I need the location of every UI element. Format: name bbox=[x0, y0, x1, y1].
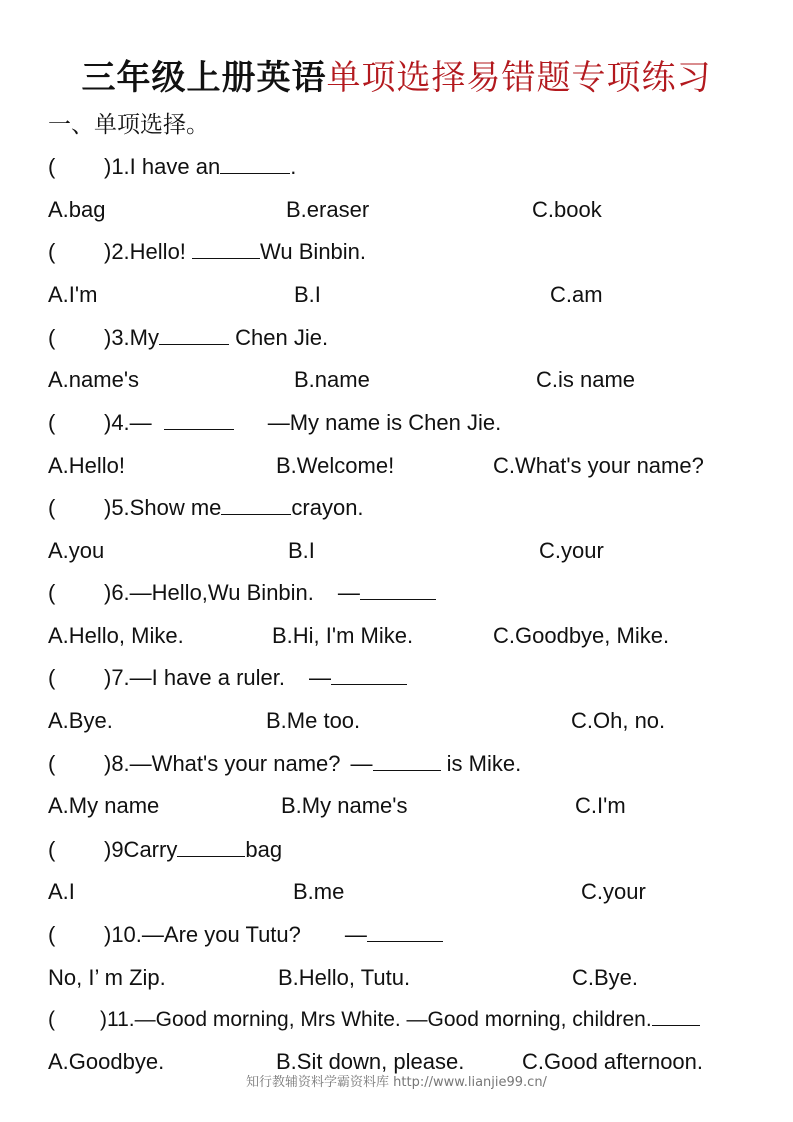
option-a[interactable]: No, I’ m Zip. bbox=[48, 965, 166, 990]
answer-blank bbox=[373, 752, 441, 771]
option-b[interactable]: B.eraser bbox=[286, 197, 370, 222]
question-text: )10.—Are you Tutu? bbox=[104, 922, 301, 947]
question-text-after: — bbox=[344, 922, 367, 947]
question-6 bbox=[48, 580, 436, 606]
answer-blank bbox=[159, 326, 229, 345]
question-text: )11.—Good morning, Mrs White. —Good morning, children. bbox=[100, 1008, 652, 1031]
answer-blank bbox=[221, 496, 291, 515]
question-text: )4.— bbox=[104, 410, 152, 435]
title-black-part: 三年级上册英语 bbox=[81, 58, 327, 98]
question-3 bbox=[48, 325, 328, 351]
title-red-part: 单项选择易错题专项练习 bbox=[326, 58, 712, 98]
option-a[interactable]: A.Goodbye. bbox=[48, 1049, 165, 1074]
option-c[interactable]: C.your bbox=[581, 879, 646, 904]
answer-blank bbox=[177, 838, 245, 857]
option-c[interactable]: C.Goodbye, Mike. bbox=[493, 623, 670, 648]
option-c[interactable]: C.I'm bbox=[575, 793, 626, 818]
answer-paren[interactable]: ( bbox=[48, 495, 56, 520]
question-2 bbox=[48, 239, 366, 265]
answer-paren[interactable]: ( bbox=[48, 239, 56, 264]
answer-paren[interactable]: ( bbox=[48, 665, 56, 690]
answer-blank bbox=[192, 240, 260, 259]
question-1 bbox=[48, 154, 296, 180]
option-c[interactable]: C.Oh, no. bbox=[571, 708, 666, 733]
question-text: )6.—Hello,Wu Binbin. bbox=[104, 580, 314, 605]
answer-paren[interactable]: ( bbox=[48, 1008, 55, 1031]
option-a[interactable]: A.Hello, Mike. bbox=[48, 623, 184, 648]
question-text-after: . bbox=[290, 154, 297, 179]
answer-blank bbox=[164, 411, 234, 430]
option-c[interactable]: C.book bbox=[532, 197, 602, 222]
page-title bbox=[0, 50, 793, 99]
option-a[interactable]: A.My name bbox=[48, 793, 160, 818]
option-b[interactable]: B.My name's bbox=[281, 793, 408, 818]
option-b[interactable]: B.Hello, Tutu. bbox=[278, 965, 411, 990]
option-c[interactable]: C.What's your name? bbox=[493, 453, 704, 478]
question-8 bbox=[48, 751, 521, 777]
option-c[interactable]: C.your bbox=[539, 538, 604, 563]
answer-blank bbox=[220, 155, 290, 174]
option-b[interactable]: B.Welcome! bbox=[276, 453, 395, 478]
answer-paren[interactable]: ( bbox=[48, 325, 56, 350]
option-c[interactable]: C.Bye. bbox=[572, 965, 639, 990]
question-text-after: Wu Binbin. bbox=[260, 239, 367, 264]
answer-blank bbox=[652, 1007, 700, 1026]
question-5 bbox=[48, 495, 364, 521]
option-a[interactable]: A.I bbox=[48, 879, 75, 904]
question-text-after: crayon. bbox=[291, 495, 364, 520]
option-c[interactable]: C.Good afternoon. bbox=[522, 1049, 704, 1074]
answer-paren[interactable]: ( bbox=[48, 922, 56, 947]
option-c[interactable]: C.is name bbox=[536, 367, 636, 392]
question-11 bbox=[48, 1007, 700, 1033]
question-9 bbox=[48, 837, 282, 863]
section-heading: 一、单项选择。 bbox=[48, 112, 209, 138]
answer-paren[interactable]: ( bbox=[48, 837, 56, 862]
question-text: )2.Hello! bbox=[104, 239, 186, 264]
option-b[interactable]: B.I bbox=[288, 538, 315, 563]
question-text-after: — bbox=[308, 665, 331, 690]
question-text: )3.My bbox=[104, 325, 159, 350]
question-text-after: Chen Jie. bbox=[235, 325, 329, 350]
question-text-after: —My name is Chen Jie. bbox=[267, 410, 502, 435]
option-b[interactable]: B.Me too. bbox=[266, 708, 361, 733]
option-a[interactable]: A.you bbox=[48, 538, 105, 563]
question-text: )1.I have an bbox=[104, 154, 221, 179]
question-text: )9Carry bbox=[104, 837, 178, 862]
question-text-after: bag bbox=[245, 837, 283, 862]
option-a[interactable]: A.bag bbox=[48, 197, 106, 222]
option-c[interactable]: C.am bbox=[550, 282, 603, 307]
question-4 bbox=[48, 410, 501, 436]
question-text: )7.—I have a ruler. bbox=[104, 665, 285, 690]
question-text-after: — bbox=[350, 751, 373, 776]
option-a[interactable]: A.Bye. bbox=[48, 708, 113, 733]
question-text-tail: is Mike. bbox=[446, 751, 522, 776]
answer-paren[interactable]: ( bbox=[48, 751, 56, 776]
question-7 bbox=[48, 665, 407, 691]
question-text-after: — bbox=[337, 580, 360, 605]
option-b[interactable]: B.name bbox=[294, 367, 370, 392]
option-b[interactable]: B.Hi, I'm Mike. bbox=[272, 623, 414, 648]
option-b[interactable]: B.Sit down, please. bbox=[276, 1049, 465, 1074]
option-a[interactable]: A.name's bbox=[48, 367, 140, 392]
answer-blank bbox=[367, 923, 443, 942]
answer-paren[interactable]: ( bbox=[48, 580, 56, 605]
question-10 bbox=[48, 922, 443, 948]
answer-blank bbox=[331, 666, 407, 685]
option-b[interactable]: B.me bbox=[293, 879, 345, 904]
answer-paren[interactable]: ( bbox=[48, 410, 56, 435]
answer-blank bbox=[360, 581, 436, 600]
option-a[interactable]: A.Hello! bbox=[48, 453, 126, 478]
footer-watermark: 知行教辅资料学霸资料库 http://www.lianjie99.cn/ bbox=[246, 1075, 547, 1090]
option-b[interactable]: B.I bbox=[294, 282, 321, 307]
option-a[interactable]: A.I'm bbox=[48, 282, 98, 307]
question-text: )5.Show me bbox=[104, 495, 222, 520]
question-text: )8.—What's your name? bbox=[104, 751, 341, 776]
answer-paren[interactable]: ( bbox=[48, 154, 56, 179]
